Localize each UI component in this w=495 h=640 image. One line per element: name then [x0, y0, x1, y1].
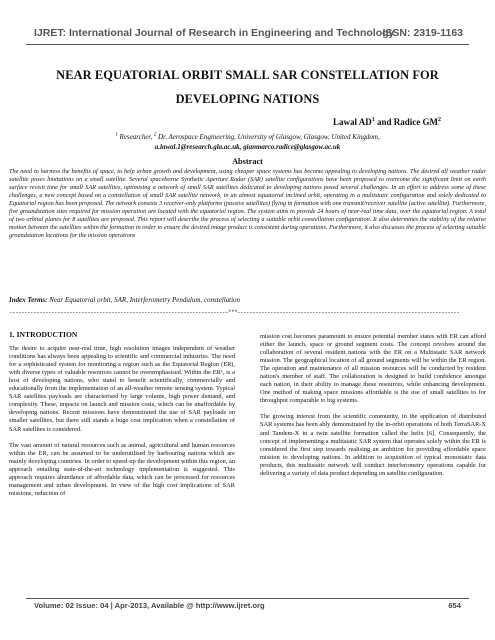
issn: ISSN: 2319-1163: [382, 27, 463, 39]
paragraph: The vast amount of natural resources such as animal, agricultural and human resources within the ER, can be assumed to be underutilised by harbouring nations which are mainly developing countries. In order to speed-up the development within this region, an approach entailing state-of-the-art technology implementation is suggested. This approach requires abundance of affordable data, which can be processed for resources management and urban development. In view of the high cost implications of SAR missions, reduction of: [9, 441, 235, 497]
page-header: [0, 0, 495, 50]
affil-sup-1: 1: [115, 133, 118, 138]
index-terms: [9, 296, 486, 304]
affil-text-2: Dr, Aerospace Engineering, University of Glasgow, Glasgow, United Kingdom,: [156, 133, 380, 142]
paper-title: NEAR EQUATORIAL ORBIT SMALL SAR CONSTELLATION FOR DEVELOPING NATIONS: [56, 68, 439, 106]
affil-text-1: Researcher,: [117, 133, 154, 142]
index-terms-label: Index Terms:: [9, 296, 48, 304]
journal-name: IJRET: International Journal of Research in Engineering and Technology: [34, 27, 395, 39]
author-1: Lawal AD: [332, 117, 372, 127]
index-terms-text: Near Equatorial orbit, SAR, Interferometry Pendulum, constellation: [47, 296, 241, 304]
abstract-text: The need to harness the benefits of space, to help urban growth and development, using cheaper space systems has become appealing to developing nations. The desired all weather radar satellite poses limitations on a small satellite. Several spaceborne Synthetic Aperture Radar (SAR) satellite configurations have been proposed to overcome the significant limit on earth surface revisit time for small SAR satellites, optimising a network of small SAR satellites dedicated to developing nations posed several challenges. In an effort to address some of these challenges, a new concept based on a constellation of small SAR satellite network, in an almost equatorial inclined orbit, operating in a multistatic configuration and solely dedicated to Equatorial region has been proposed. The network consists 3 receiver-only platforms (passive satellites) flying in formation with one transmit/receiver satellite (active satellite). Furthermore, five groundstation sites required for mission operation are located with the equatorial region. The system aims to provide 24 hours of near-real time data, over the equatorial region. A total of two orbital planes for 8 satellites are proposed. This report will describe the process of selecting a suitable orbit constellation configuration. It also determines the stability of the relative motion between the satellites within the formation in order to ensure the desired image product is consistent during operations. Furthermore, it also discusses the process of selecting suitable groundstation locations for the mission operations: [9, 168, 486, 240]
affil-sup-2: 2: [153, 133, 157, 138]
author-1-sup: 1: [371, 117, 375, 123]
page-number: 654: [448, 601, 461, 610]
footer-volume: Volume: 02 Issue: 04 | Apr-2013, Available @ http://www.ijret.org: [34, 601, 265, 610]
section-divider: -------------------------------------------------------------------------***--------------------------------------------------------------------------: [9, 309, 460, 316]
author-2-sup: 2: [438, 117, 441, 123]
paragraph: The growing interest from the scientific community, in the application of distributed SAR systems has been ably demonstrated by the in-orbit operations of both TerraSAR-X and Tandem-X in a twin satellite formation called the helix [6]. Consequently, the concept of implementing a multistatic SAR system that operates solely within the ER is considered the first step towards realising an ambition for providing affordable space mission to developing nations. In addition to acquisition of typical monostatic data products, this multistatic network will conduct interferometry operations capable for delivering a variety of data product depending on satellite configuration.: [260, 413, 486, 477]
author-2: and Radice GM: [374, 117, 438, 127]
abstract-heading: Abstract: [232, 157, 263, 166]
left-column: [9, 324, 235, 506]
author-emails: a.lawal.1@research.gla.ac.uk, gianmarco.radice@glasgow.ac.uk: [154, 142, 341, 151]
section-heading-introduction: 1. INTRODUCTION: [9, 330, 78, 339]
paragraph: The desire to acquire near-real time, high resolution images independent of weather conditions has always been appealing to scientific and commercial industries. The need for a sophisticated system for monitoring a region such as the Equatorial Region (ER), with diverse types of valuable resources cannot be overemphasised. Within the ER¹, is a host of developing nations, who stand to benefit scientifically, commercially and educationally from the implementation of an all-weather remote sensing system. Typical SAR satellites payloads are characterised by large volume, high power demand, and complexity. These, impacts on launch and mission costs, which can be unaffordable by developing nations. Recent missions have demonstrated the use of SAR payloads on smaller satellites, but there still stands a huge cost implication when a constellation of SAR satellites is considered.: [9, 345, 235, 433]
header-rule: [26, 44, 469, 45]
affiliation: [20, 131, 475, 152]
authors: [333, 117, 441, 127]
footer-rule: [26, 598, 469, 599]
paragraph: mission cost becomes paramount to ensure potential member states with ER can afford either the launch, space or ground segment costs. The concept revolves around the collaboration of several resident nations with the ER on a Multistatic SAR network mission. The geographical location of all ground segments will be within the ER region. The operation and maintenance of all mission resources will be conducted by resident nation's member of staff. The collaboration is designed to build confidence amongst each nation, in their ability to manage these resources, while enhancing development. One method of making space missions affordable is the use of small satellites to for throughput comparable to big systems.: [260, 333, 486, 405]
right-column: [260, 333, 486, 486]
